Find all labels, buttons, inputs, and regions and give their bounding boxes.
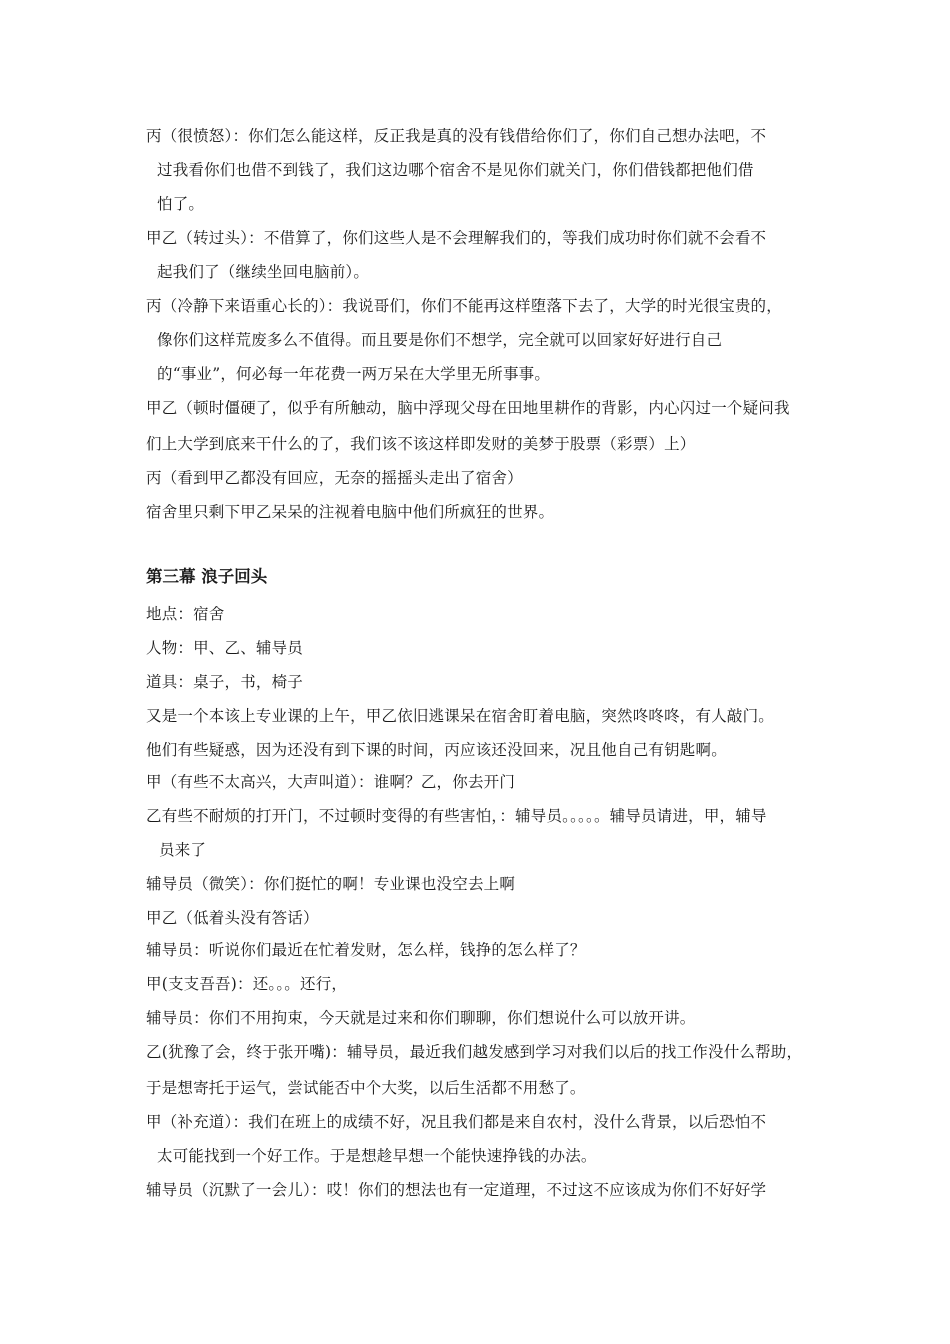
text-line: 太可能找到一个好工作。于是想趁早想一个能快速挣钱的办法。 (157, 1147, 597, 1165)
text-line: 们上大学到底来干什么的了，我们该不该这样即发财的美梦于股票（彩票）上） (146, 435, 696, 453)
text-line: 像你们这样荒废多么不值得。而且要是你们不想学，完全就可以回家好好进行自己 (157, 331, 723, 349)
text-line: 辅导员（微笑）：你们挺忙的啊！专业课也没空去上啊 (146, 875, 516, 893)
text-line: 丙（很愤怒）：你们怎么能这样，反正我是真的没有钱借给你们了，你们自己想办法吧，不 (146, 127, 767, 145)
text-line: 甲乙（顿时僵硬了，似乎有所触动，脑中浮现父母在田地里耕作的背影，内心闪过一个疑问我 (146, 399, 790, 417)
text-line: 辅导员：听说你们最近在忙着发财，怎么样，钱挣的怎么样了？ (146, 941, 586, 959)
text-line: 道具：桌子，书，椅子 (146, 673, 304, 691)
text-line: 过我看你们也借不到钱了，我们这边哪个宿舍不是见你们就关门，你们借钱都把他们借 (157, 161, 754, 179)
text-line: 人物：甲、乙、辅导员 (146, 639, 304, 657)
text-line: 他们有些疑惑，因为还没有到下课的时间，丙应该还没回来，况且他自己有钥匙啊。 (146, 741, 727, 759)
text-line: 起我们了（继续坐回电脑前）。 (157, 263, 370, 281)
text-line: 丙（冷静下来语重心长的）：我说哥们，你们不能再这样堕落下去了，大学的时光很宝贵的， (146, 297, 782, 315)
text-line: 甲（有些不太高兴，大声叫道）：谁啊？乙，你去开门 (146, 773, 516, 791)
section-heading: 第三幕 浪子回头 (146, 567, 268, 586)
text-line: 于是想寄托于运气，尝试能否中个大奖，以后生活都不用愁了。 (146, 1079, 586, 1097)
text-line: 丙（看到甲乙都没有回应，无奈的摇摇头走出了宿舍） (146, 469, 523, 487)
text-line: 甲（补充道）：我们在班上的成绩不好，况且我们都是来自农村，没什么背景，以后恐怕不 (146, 1113, 767, 1131)
text-line: 的“事业”，何必每一年花费一两万呆在大学里无所事事。 (157, 365, 551, 383)
text-line: 甲乙（低着头没有答话） (146, 909, 319, 927)
text-line: 地点：宿舍 (146, 605, 225, 623)
text-line: 宿舍里只剩下甲乙呆呆的注视着电脑中他们所疯狂的世界。 (146, 503, 555, 521)
text-line: 甲(支支吾吾)：还。。。还行， (146, 975, 348, 993)
text-line: 怕了。 (157, 195, 205, 213)
text-line: 辅导员（沉默了一会儿）：哎！你们的想法也有一定道理，不过这不应该成为你们不好好学 (146, 1181, 767, 1199)
text-line: 乙(犹豫了会，终于张开嘴)：辅导员，最近我们越发感到学习对我们以后的找工作没什么帮助， (146, 1043, 803, 1061)
text-line: 甲乙（转过头）：不借算了，你们这些人是不会理解我们的，等我们成功时你们就不会看不 (146, 229, 767, 247)
text-line: 乙有些不耐烦的打开门，不过顿时变得的有些害怕，：辅导员。。。。。辅导员请进，甲，辅导 (146, 807, 767, 825)
text-line: 辅导员：你们不用拘束，今天就是过来和你们聊聊，你们想说什么可以放开讲。 (146, 1009, 696, 1027)
text-line: 又是一个本该上专业课的上午，甲乙依旧逃课呆在宿舍盯着电脑，突然咚咚咚，有人敲门。 (146, 707, 775, 725)
text-line: 员来了 (159, 841, 207, 859)
